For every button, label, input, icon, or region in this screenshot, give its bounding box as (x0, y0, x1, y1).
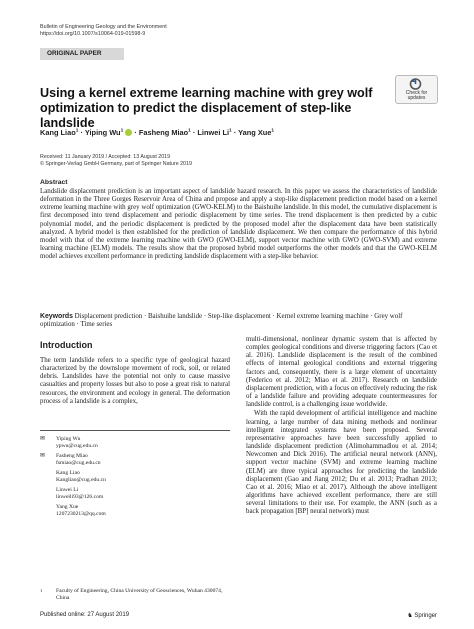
contact-list (40, 436, 230, 521)
affiliation-text: Faculty of Engineering, China University of Geosciences, Wuhan 430074, China (56, 588, 223, 601)
introduction-right-paragraph-2: With the rapid development of artificial intelligence and machine learning, a large number of data mining methods and nonlinear intelligent integrated systems have been proposed. Several representative approaches have been successfully applied to landslide displacement prediction (Alimohammadlou et al. 2014; Newcomen and Dick 2016). The artificial neural network (ANN), support vector machine (SVM) and extreme learning machine (ELM) are three typical approaches for predicting the landslide displacement (Gao and Jiang 2012; Du et al. 2013; Pradhan 2013; Cao et al. 2016; Miao et al. 2017). Although the above intelligent algorithms have achieved excellent performance, there are still several limitations to their use. For example, the ANN (such as a back propagation [BP] neural network) must (246, 410, 437, 516)
publisher-name: Springer (414, 613, 437, 619)
contact-name: Linwei Li (56, 487, 79, 493)
publisher-logo (407, 612, 437, 619)
contact-email[interactable]: linweili93@126.com (56, 494, 104, 500)
contact-entry (40, 470, 230, 484)
author-affiliation-mark: 1 (229, 128, 232, 134)
contact-email[interactable]: Kangliao@cug.edu.cn (56, 477, 106, 483)
author-affiliation-mark: 1 (120, 128, 124, 134)
author-name[interactable]: Fasheng Miao (138, 128, 189, 137)
contact-name: Yang Xue (56, 504, 79, 510)
update-ring-icon (408, 78, 423, 90)
footnote-divider (40, 430, 230, 431)
abstract-text: Landslide displacement prediction is an important aspect of landslide hazard research. In this paper we assess the characteristics of landslide deformation in the Three Gorges Reservoir Area of China and propose and apply a step-like displacement prediction model based on a kernel extreme learning machine with grey wolf optimization (GWO-KELM) to the Baishuihe landslide. In this model, the cumulative displacement is first decomposed into trend displacement and periodic displacement by time series. The trend displacement is then predicted by a cubic polynomial model, and the periodic displacement is predicted by the proposed model after the displacement data have been statistically analyzed. A hybrid model is then established for the prediction of landslide displacement. We then compare the performance of this hybrid model with that of the extreme learning machine with GWO (GWO-ELM), support vector machine with GWO (GWO-SVM) and extreme learning machine (ELM) models. The results show that the proposed hybrid model outperforms the other models and that the GWO-KELM model achieves excellent performance in predicting landslide displacement with a step-like behavior. (40, 188, 437, 261)
check-updates-line1: Check for (405, 90, 428, 96)
author-name[interactable]: Kang Liao (40, 128, 76, 137)
keywords-text: Displacement prediction · Baishuihe landslide · Step-like displacement · Kernel extreme learning machine · Grey wolf optimization · Time series (40, 313, 403, 329)
contact-entry (40, 487, 230, 501)
journal-header (40, 24, 167, 38)
doi-link[interactable]: https://doi.org/10.1007/s10064-019-01598-9 (40, 31, 146, 37)
contact-name: Yiping Wu (56, 436, 81, 442)
contact-name: Fasheng Miao (56, 453, 88, 459)
introduction-left-text: The term landslide refers to a specific type of geological hazard characterized by the downslope movement of rock, soil, or related debris. Landslides have the potential not only to cause massive casualties and property losses but also to pose a great risk to natural resources, the environment and ecology in general. The deformation process of a landslide is a complex, (40, 357, 230, 405)
contact-name: Kang Liao (56, 470, 80, 476)
author-name[interactable]: Linwei Li (197, 128, 230, 137)
contact-email[interactable]: fsmiao@cug.edu.cn (56, 460, 101, 466)
author-affiliation-mark: 1 (188, 128, 191, 134)
page-footer (40, 612, 437, 622)
received-accepted: Received: 11 January 2019 / Accepted: 13 August 2019 (40, 154, 171, 160)
envelope-icon: ✉ (40, 436, 46, 442)
introduction-heading: Introduction (40, 340, 93, 350)
contact-entry (40, 504, 230, 518)
check-for-updates-badge[interactable] (395, 75, 438, 104)
abstract-heading: Abstract (40, 179, 68, 186)
article-type-badge: ORIGINAL PAPER (40, 48, 124, 60)
published-date: Published online: 27 August 2019 (40, 612, 130, 618)
article-title: Using a kernel extreme learning machine with grey wolf optimization to predict the displacement of step-like landslide (40, 86, 373, 130)
orcid-icon[interactable] (125, 129, 132, 136)
contact-email[interactable]: 1207230213@qq.com (56, 511, 106, 517)
article-dates (40, 154, 192, 168)
author-list: Kang Liao$^1$ · Yiping Wu$^1$ · Fasheng Miao$^1$ · Linwei $Li^1$ · Yang Xue$^1$ (40, 128, 275, 137)
keywords-block (40, 313, 437, 329)
contact-entry (40, 436, 230, 450)
affiliation-number: 1 (40, 588, 43, 593)
author-name[interactable]: Yiping Wu (84, 128, 121, 137)
author-affiliation-mark: 1 (75, 128, 79, 134)
keywords-label: Keywords (40, 313, 73, 320)
copyright-line: © Springer-Verlag GmbH Germany, part of Springer Nature 2019 (40, 161, 192, 167)
envelope-icon: ✉ (40, 453, 46, 459)
affiliation-footnote (40, 588, 230, 602)
journal-name: Bulletin of Engineering Geology and the Environment (40, 24, 167, 30)
author-name[interactable]: Yang Xue (238, 128, 272, 137)
springer-horse-icon: ♞ (407, 613, 413, 619)
author-affiliation-mark: 1 (271, 128, 275, 134)
contact-entry (40, 453, 230, 467)
contact-email[interactable]: ypwu@cug.edu.cn (56, 443, 98, 449)
introduction-right-paragraph-1: multi-dimensional, nonlinear dynamic system that is affected by complex geological conditions and diverse triggering factors (Cao et al. 2016). Landslide displacement is the result of the combined effects of internal geological conditions and external triggering factors and, consequently, there is a large element of uncertainty (Federico et al. 2012; Miao et al. 2017). Research on landslide displacement prediction, with a focus on effectively reducing the risk of a landslide failure and providing adequate countermeasures for landslide control, is a challenging issue worldwide. (246, 336, 437, 409)
introduction-right-column (246, 336, 437, 516)
check-updates-line2: updates (407, 95, 426, 101)
